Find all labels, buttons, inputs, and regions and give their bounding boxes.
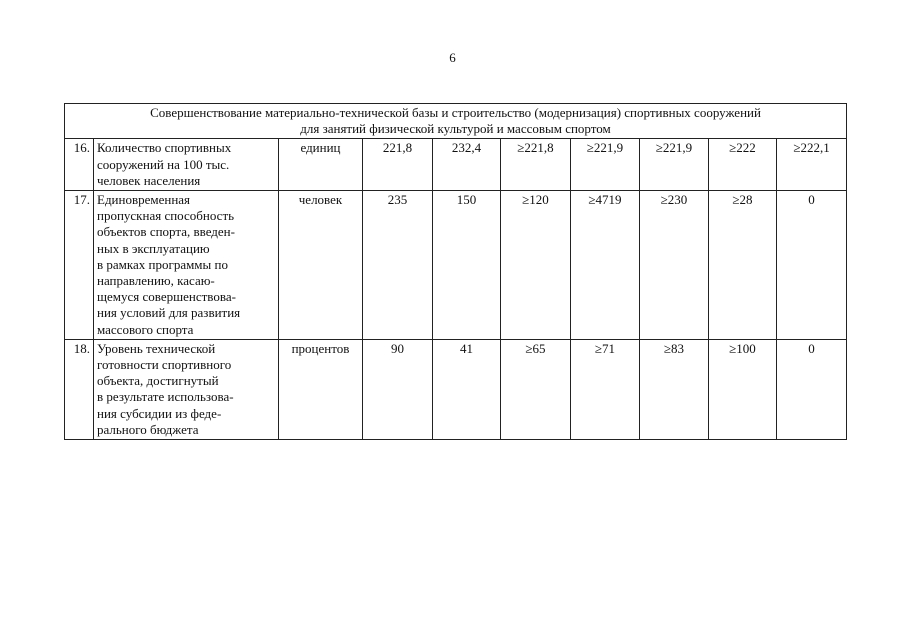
description-line: в рамках программы по	[97, 256, 228, 272]
table-row	[65, 139, 847, 191]
value-cell: ≥221,8	[501, 139, 571, 191]
row-number: 18.	[65, 339, 94, 439]
row-number: 16.	[65, 139, 94, 191]
value-cell: ≥100	[709, 339, 777, 439]
value-cell: ≥4719	[571, 191, 640, 340]
value-cell: ≥28	[709, 191, 777, 340]
description-line: сооружений на 100 тыс.	[97, 156, 230, 172]
value-cell: ≥230	[640, 191, 709, 340]
description-line: рального бюджета	[97, 421, 199, 437]
description-line: массового спорта	[97, 321, 194, 337]
value-cell: ≥83	[640, 339, 709, 439]
description-line: ния субсидии из феде-	[97, 405, 222, 421]
row-number: 17.	[65, 191, 94, 340]
table-row	[65, 191, 847, 340]
indicator-description	[94, 191, 279, 340]
section-title	[65, 104, 847, 139]
section-title-line: для занятий физической культурой и массовым спортом	[300, 121, 611, 137]
indicator-description	[94, 139, 279, 191]
description-line: щемуся совершенствова-	[97, 289, 236, 305]
value-cell: 0	[777, 191, 847, 340]
description-line: человек населения	[97, 172, 201, 188]
description-line: готовности спортивного	[97, 357, 232, 373]
description-line: объекта, достигнутый	[97, 373, 219, 389]
description-line: Уровень технической	[97, 340, 216, 356]
table-row	[65, 339, 847, 439]
indicators-table	[64, 103, 847, 440]
value-cell: 235	[363, 191, 433, 340]
page-number: 6	[449, 50, 456, 65]
description-line: объектов спорта, введен-	[97, 224, 235, 240]
value-cell: 150	[433, 191, 501, 340]
description-line: в результате использова-	[97, 389, 234, 405]
description-line: направлению, касаю-	[97, 273, 215, 289]
value-cell: 232,4	[433, 139, 501, 191]
description-line: Единовременная	[97, 192, 191, 208]
value-cell: ≥71	[571, 339, 640, 439]
description-line: пропускная способность	[97, 208, 235, 224]
description-line: ных в эксплуатацию	[97, 240, 210, 256]
value-cell: ≥222	[709, 139, 777, 191]
indicator-description	[94, 339, 279, 439]
unit-cell: единиц	[279, 139, 363, 191]
value-cell: 221,8	[363, 139, 433, 191]
description-line: ния условий для развития	[97, 305, 241, 321]
section-header-row	[65, 104, 847, 139]
value-cell: ≥65	[501, 339, 571, 439]
value-cell: ≥221,9	[571, 139, 640, 191]
description-line: Количество спортивных	[97, 140, 232, 156]
value-cell: 90	[363, 339, 433, 439]
value-cell: 41	[433, 339, 501, 439]
value-cell: ≥120	[501, 191, 571, 340]
unit-cell: человек	[279, 191, 363, 340]
value-cell: ≥221,9	[640, 139, 709, 191]
unit-cell: процентов	[279, 339, 363, 439]
value-cell: ≥222,1	[777, 139, 847, 191]
value-cell: 0	[777, 339, 847, 439]
section-title-line: Совершенствование материально-технической базы и строительство (модернизация) спортивных сооружений	[150, 105, 761, 120]
